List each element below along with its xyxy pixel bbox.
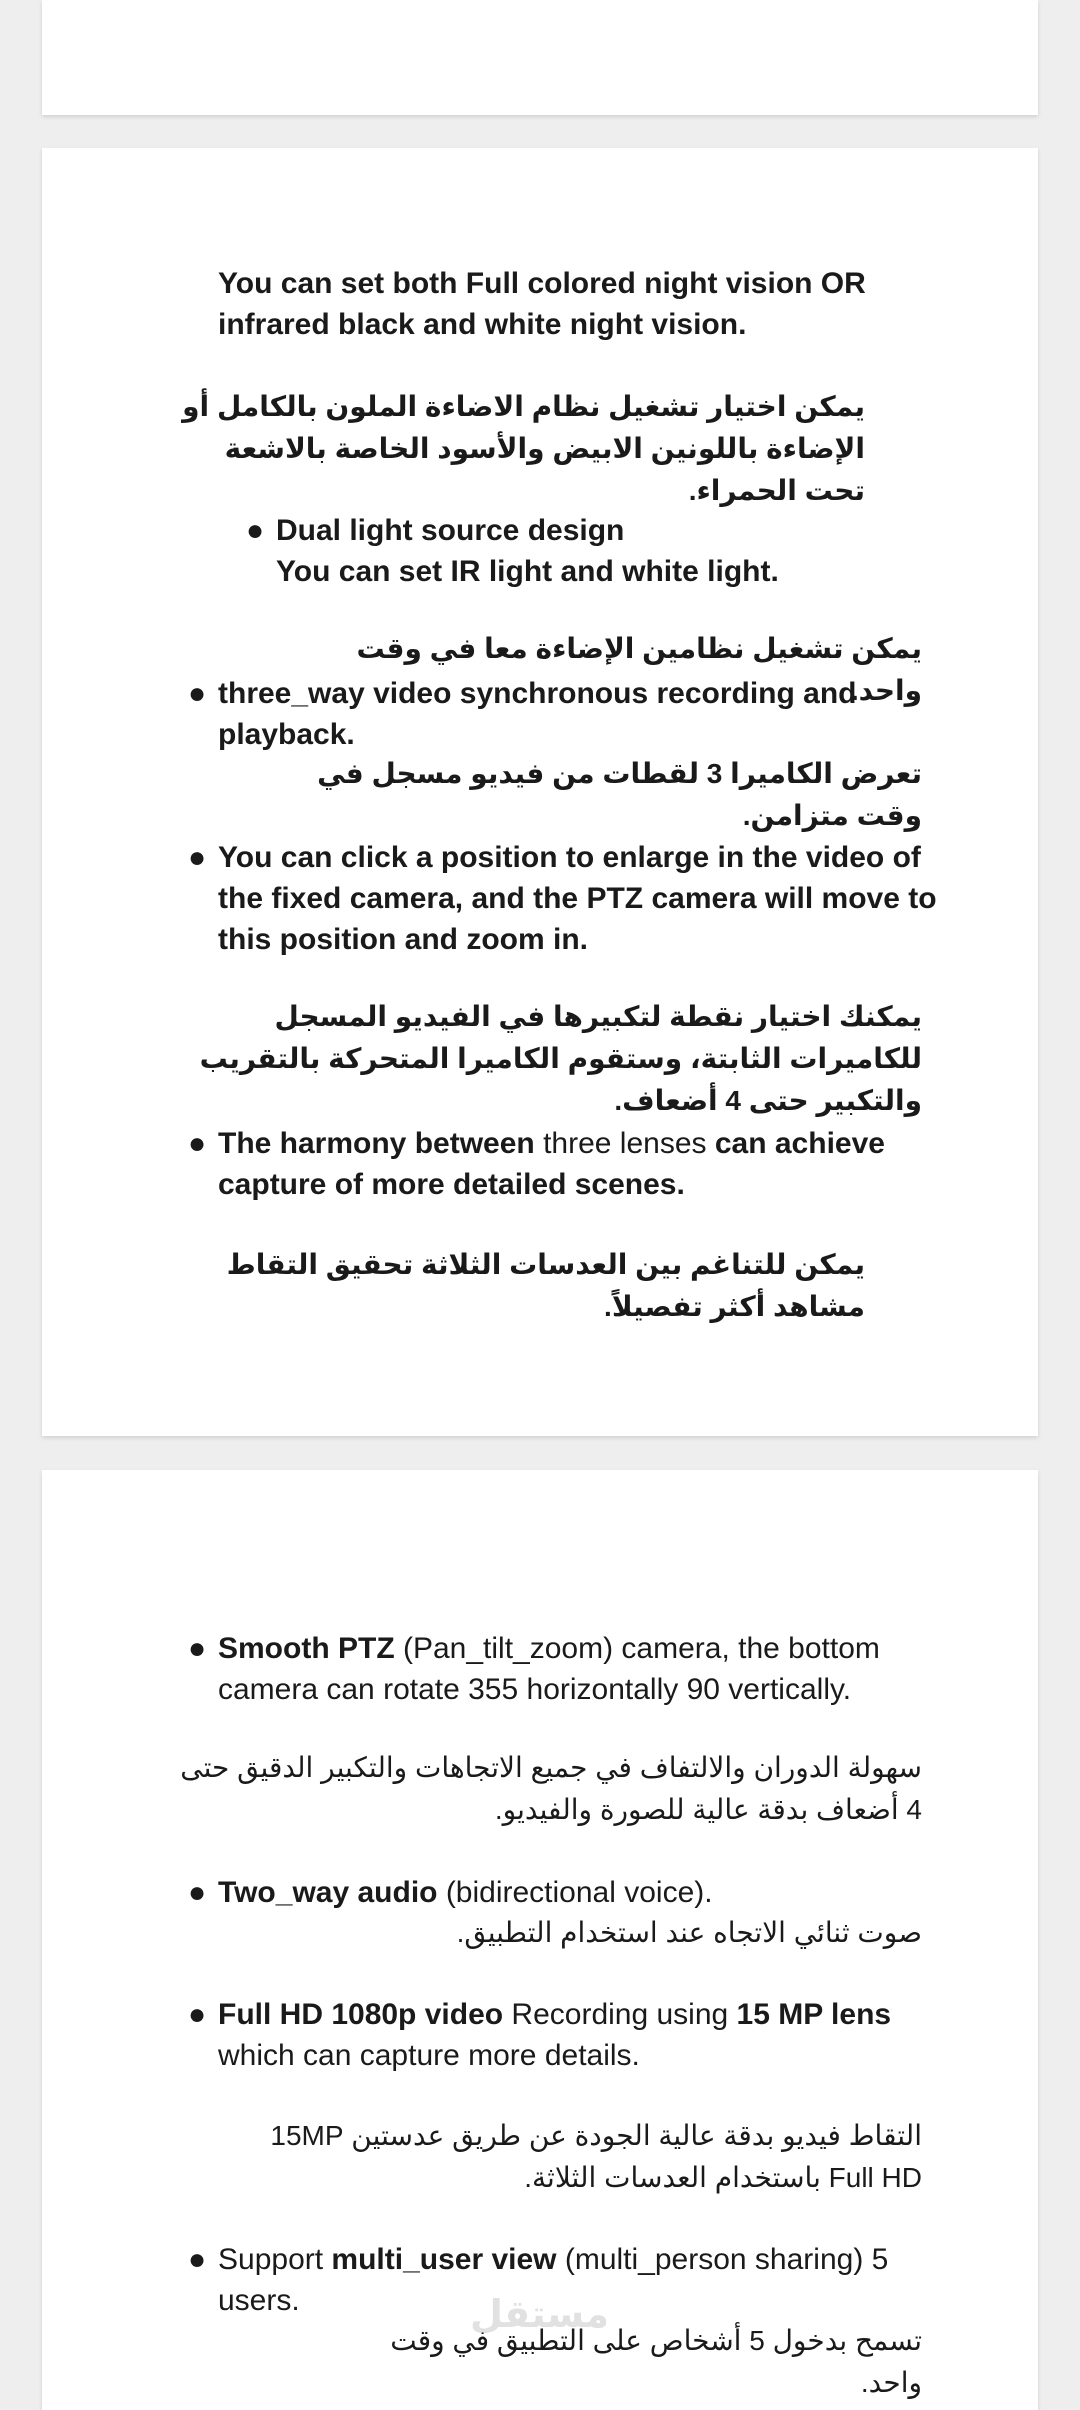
ptz-arabic: سهولة الدوران والالتفاف في جميع الاتجاهات والتكبير الدقيق حتى 4 أضعاف بدقة عالية للصورة والفيديو. bbox=[180, 1752, 922, 1825]
harmony-normal: three lenses bbox=[534, 1127, 715, 1160]
multi-rest: (multi_person sharing) 5 users. bbox=[218, 2243, 889, 2317]
night-vision-arabic: يمكن اختيار تشغيل نظام الاضاءة الملون بالكامل أو الإضاءة باللونين الابيض والأسود الخاصة بالاشعة تحت الحمراء. bbox=[182, 391, 865, 506]
ptz-bullet bbox=[218, 1628, 938, 1710]
threeway-recording-bullet: three_way video synchronous recording and playback. bbox=[218, 677, 857, 751]
bullet-dot: ● bbox=[188, 1876, 207, 1909]
harmony-bullet bbox=[218, 1123, 938, 1205]
hd-rest: which can capture more details. bbox=[218, 2039, 640, 2072]
bullet-dot: ● bbox=[188, 1998, 207, 2031]
audio-arabic: صوت ثنائي الاتجاه عند استخدام التطبيق. bbox=[456, 1917, 922, 1948]
hd-arabic: التقاط فيديو بدقة عالية الجودة عن طريق عدستين 15MP Full HD باستخدام العدسات الثلاثة. bbox=[270, 2120, 922, 2193]
top-card bbox=[42, 0, 1038, 115]
bullet-dot: ● bbox=[188, 2243, 207, 2276]
bullet-dot: ● bbox=[188, 1632, 207, 1665]
audio-rest: (bidirectional voice). bbox=[437, 1876, 713, 1909]
bullet-dot: ● bbox=[246, 514, 265, 547]
click-zoom-bullet: You can click a position to enlarge in the video of the fixed camera, and the PTZ camera will move to this position and zoom in. bbox=[218, 841, 937, 956]
threeway-arabic: تعرض الكاميرا 3 لقطات من فيديو مسجل في وقت متزامن. bbox=[317, 758, 922, 831]
multi-bold: multi_user view bbox=[331, 2243, 557, 2276]
watermark-logo: مستقل bbox=[470, 2294, 609, 2336]
night-vision-paragraph: You can set both Full colored night vision OR infrared black and white night vision. bbox=[218, 267, 866, 341]
bullet-dot: ● bbox=[188, 1127, 207, 1160]
multi-user-arabic: تسمح بدخول 5 أشخاص على التطبيق في وقت واحد. bbox=[390, 2325, 922, 2398]
bullet-dot: ● bbox=[188, 677, 207, 710]
hd-bold-1: Full HD 1080p video bbox=[218, 1998, 504, 2031]
harmony-bold-2: can achieve capture of more detailed scenes. bbox=[218, 1127, 885, 1201]
dual-light-arabic: يمكن تشغيل نظامين الإضاءة معا في وقت واحد. bbox=[356, 633, 922, 706]
multi-pre: Support bbox=[218, 2243, 332, 2276]
click-zoom-arabic: يمكنك اختيار نقطة لتكبيرها في الفيديو المسجل للكاميرات الثابتة، وستقوم الكاميرا المتحركة بالتقريب والتكبير حتى 4 أضعاف. bbox=[199, 1001, 922, 1116]
audio-bullet bbox=[218, 1872, 938, 1913]
bullet-dot: ● bbox=[188, 841, 207, 874]
dual-light-title: Dual light source design bbox=[276, 514, 625, 547]
hd-mid: Recording using bbox=[503, 1998, 737, 2031]
harmony-bold-1: The harmony between bbox=[218, 1127, 535, 1160]
ptz-bold: Smooth PTZ bbox=[218, 1632, 395, 1665]
dual-light-desc: You can set IR light and white light. bbox=[276, 555, 779, 588]
hd-video-bullet bbox=[218, 1994, 938, 2076]
audio-bold: Two_way audio bbox=[218, 1876, 438, 1909]
ptz-rest: (Pan_tilt_zoom) camera, the bottom camera can rotate 355 horizontally 90 vertically. bbox=[218, 1632, 880, 1706]
hd-bold-2: 15 MP lens bbox=[736, 1998, 892, 2031]
harmony-arabic: يمكن للتناغم بين العدسات الثلاثة تحقيق التقاط مشاهد أكثر تفصيلاً. bbox=[226, 1249, 865, 1322]
